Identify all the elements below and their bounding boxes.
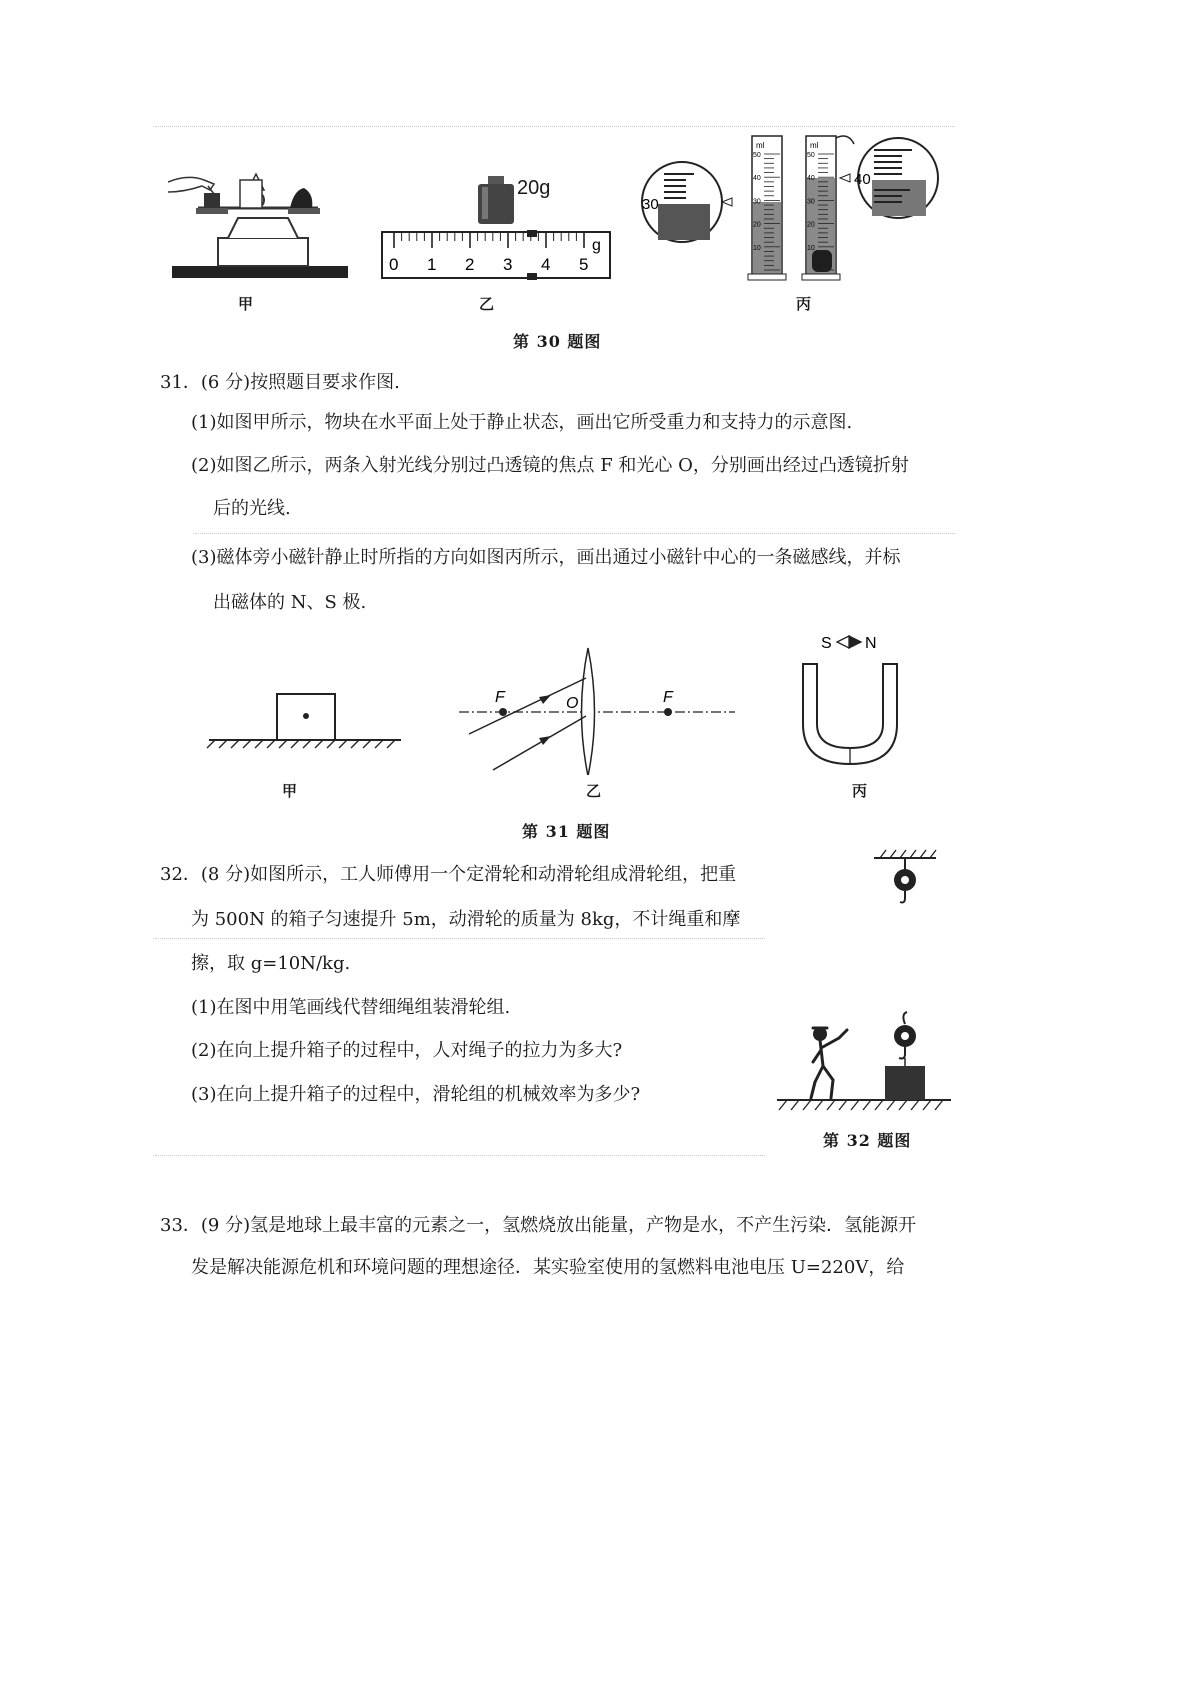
fig31-label-bing: 丙 <box>852 782 868 800</box>
fig30-label-jia: 甲 <box>238 295 254 313</box>
needle-n-label: N <box>865 635 877 652</box>
scale-ruler <box>380 230 612 282</box>
cylinder-scale-label: 50 <box>807 152 815 159</box>
ruler-tick-label: 0 <box>389 255 399 274</box>
graduated-cylinders <box>640 132 950 287</box>
fig31-label-jia: 甲 <box>282 782 298 800</box>
cylinder-scale-label: 50 <box>753 152 761 159</box>
balance-illustration <box>168 160 353 285</box>
convex-lens-diagram <box>455 630 740 775</box>
hand-with-tweezers <box>168 177 214 192</box>
fig30-caption: 第 30 题图 <box>513 332 602 351</box>
cylinder-scale-label: 20 <box>753 221 761 229</box>
focus-label-right: F <box>663 689 673 706</box>
q32-line-1: 32．(8 分)如图所示，工人师傅用一个定滑轮和动滑轮组成滑轮组，把重 <box>160 864 737 885</box>
cylinder-1-unit: ml <box>756 141 765 150</box>
ruler-tick-label: 5 <box>579 255 589 274</box>
worker-figure <box>811 1027 847 1098</box>
ruler-unit: g <box>592 237 601 254</box>
box <box>885 1066 925 1100</box>
fig32-caption: 第 32 题图 <box>823 1131 912 1150</box>
figure-30 <box>0 0 1200 360</box>
fig31-caption: 第 31 题图 <box>522 822 611 841</box>
fig30-label-yi: 乙 <box>479 295 495 313</box>
ruler-slider-bottom <box>527 273 537 280</box>
q33-line-1: 33．(9 分)氢是地球上最丰富的元素之一，氢燃烧放出能量，产物是水，不产生污染．氢能源开 <box>160 1215 917 1236</box>
cylinder-scale-label: 40 <box>807 175 815 183</box>
divider-dotted-bottom <box>155 1155 765 1156</box>
needle-s-label: S <box>821 635 832 652</box>
ruler-tick-label: 4 <box>541 255 551 274</box>
cylinder-scale-label: 30 <box>753 198 761 206</box>
q32-line-3: 擦，取 g=10N/kg. <box>191 953 351 974</box>
q31-item-1: (1)如图甲所示，物块在水平面上处于静止状态，画出它所受重力和支持力的示意图. <box>191 412 853 433</box>
fig31-label-yi: 乙 <box>586 782 602 800</box>
ray-through-center <box>493 716 586 770</box>
ruler-tick-label: 3 <box>503 255 513 274</box>
balance-table-base <box>172 266 348 278</box>
divider-dotted-q32 <box>155 938 765 939</box>
fig30-label-bing: 丙 <box>796 295 812 313</box>
focus-label-left: F <box>495 689 505 706</box>
cylinder-2-unit: ml <box>810 141 819 150</box>
u-magnet-diagram <box>795 628 905 768</box>
q32-item-1: (1)在图中用笔画线代替细绳组装滑轮组. <box>191 997 511 1018</box>
ruler-tick-label: 2 <box>465 255 475 274</box>
cylinder-scale-label: 40 <box>753 175 761 183</box>
cylinder-scale-label: 10 <box>753 244 761 252</box>
weight-icon <box>476 176 516 224</box>
q31-item-3: (3)磁体旁小磁针静止时所指的方向如图丙所示，画出通过小磁针中心的一条磁感线，并标 <box>191 547 901 568</box>
balance-weight-left <box>204 193 220 208</box>
q33-line-2: 发是解决能源危机和环境问题的理想途径．某实验室使用的氢燃料电池电压 U=220V，给 <box>191 1257 905 1278</box>
divider-dotted-mid <box>195 533 955 534</box>
zoom-reading-30: 30 <box>642 196 659 213</box>
fixed-pulley <box>870 848 940 908</box>
block-on-surface <box>205 690 405 752</box>
zoom-reading-40: 40 <box>854 171 871 188</box>
q31-item-2: (2)如图乙所示，两条入射光线分别过凸透镜的焦点 F 和光心 O，分别画出经过凸透镜折射 <box>191 455 909 476</box>
balance-sample-right <box>290 188 312 208</box>
q31-item-3-cont: 出磁体的 N、S 极. <box>213 592 367 613</box>
cylinder-scale-label: 10 <box>807 244 815 252</box>
cylinder-scale-label: 30 <box>807 198 815 206</box>
block-center-dot <box>303 713 309 719</box>
q31-item-2-cont: 后的光线. <box>213 498 291 519</box>
convex-lens <box>582 648 595 775</box>
q32-item-3: (3)在向上提升箱子的过程中，滑轮组的机械效率为多少? <box>191 1084 641 1105</box>
focus-right <box>664 708 672 716</box>
ruler-slider-top <box>527 230 537 237</box>
center-label: O <box>566 695 579 712</box>
q31-title: 31．(6 分)按照题目要求作图. <box>160 372 400 393</box>
pulley-worker-scene <box>775 1010 955 1115</box>
cylinder-scale-label: 20 <box>807 221 815 229</box>
weight-label: 20g <box>517 177 551 199</box>
ruler-tick-label: 1 <box>427 255 437 274</box>
q32-line-2: 为 500N 的箱子匀速提升 5m，动滑轮的质量为 8kg，不计绳重和摩 <box>191 909 741 930</box>
focus-left <box>499 708 507 716</box>
q32-item-2: (2)在向上提升箱子的过程中，人对绳子的拉力为多大? <box>191 1040 623 1061</box>
